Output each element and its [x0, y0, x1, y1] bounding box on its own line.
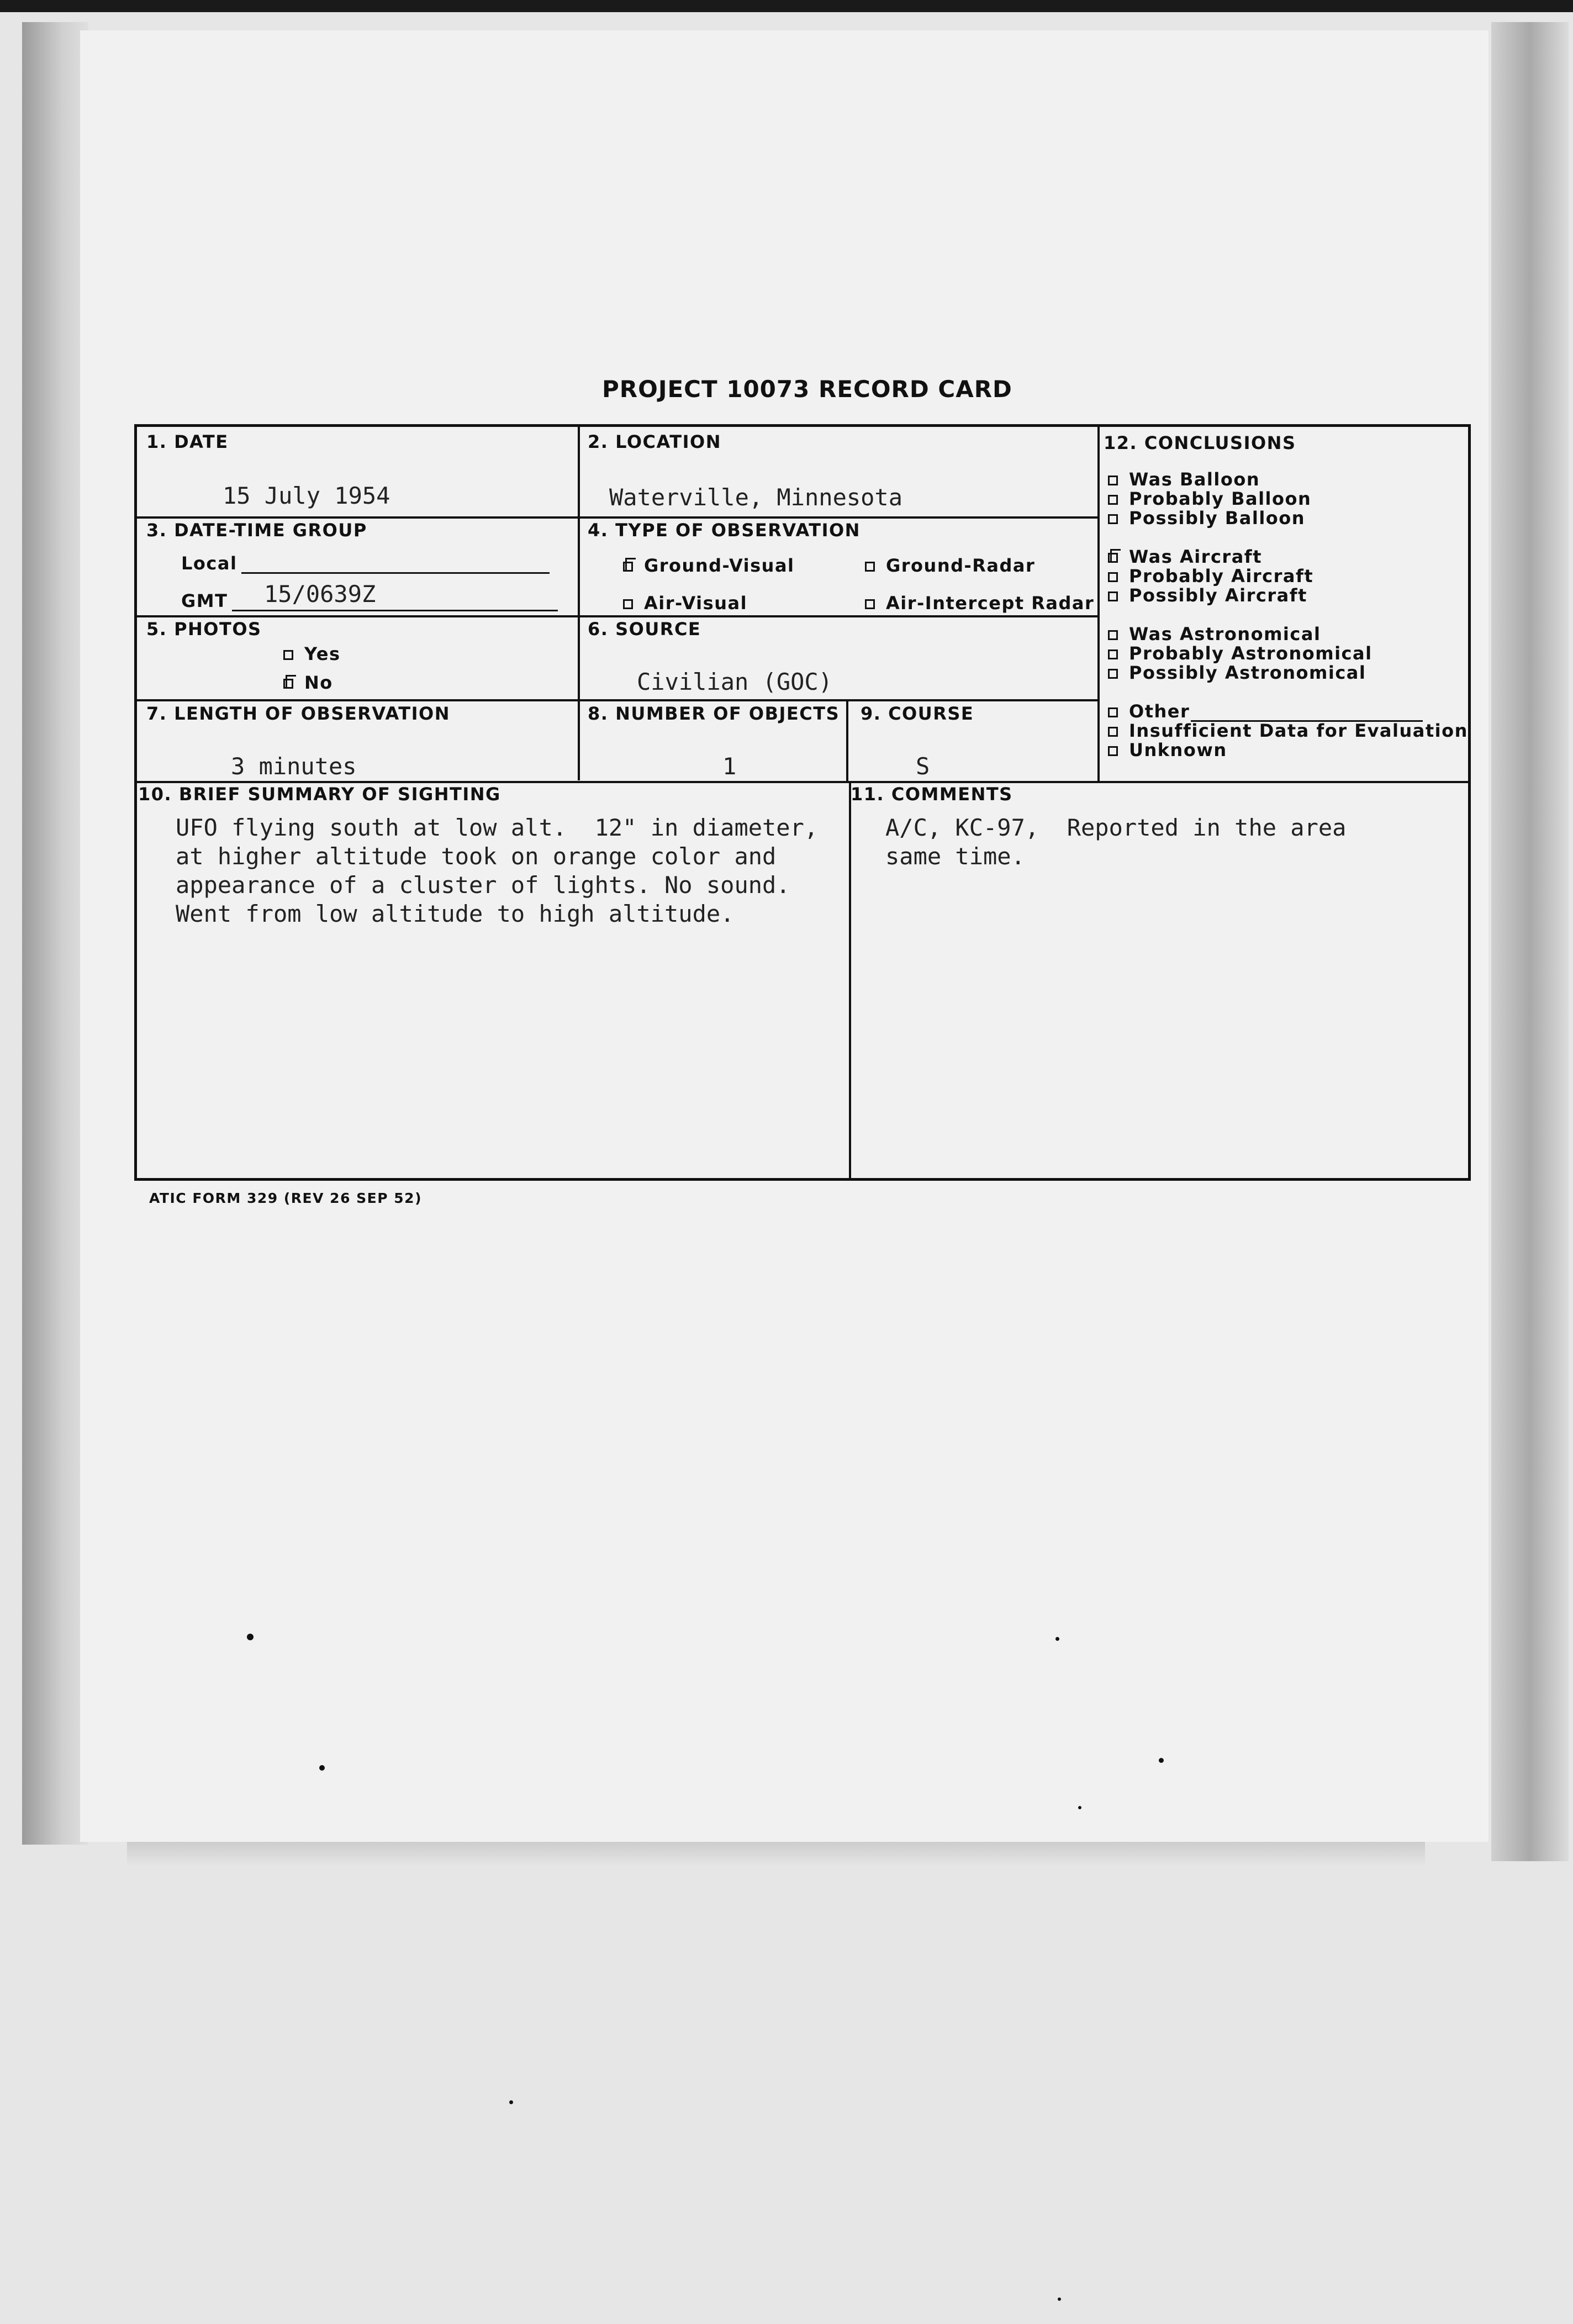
course-value: S	[916, 753, 930, 780]
divider-row-4	[137, 781, 1468, 783]
probably-balloon-checkbox	[1108, 495, 1118, 505]
summary-label: 10. BRIEF SUMMARY OF SIGHTING	[138, 784, 501, 805]
ground-visual-checkbox	[623, 562, 633, 572]
photos-no-checkbox	[283, 679, 293, 689]
scan-speck	[1058, 2297, 1061, 2301]
length-of-observation-value: 3 minutes	[231, 753, 357, 780]
was-balloon-checkbox	[1108, 476, 1118, 485]
location-label: 2. LOCATION	[588, 431, 721, 452]
scan-speck	[509, 2100, 513, 2104]
length-of-observation-label: 7. LENGTH OF OBSERVATION	[146, 703, 450, 724]
observation-option-ground-radar: Ground-Radar	[865, 555, 1035, 576]
divider-col-3	[846, 701, 848, 781]
conclusion-possibly-astronomical: Possibly Astronomical	[1108, 662, 1366, 683]
conclusion-was-aircraft: Was Aircraft	[1108, 546, 1262, 567]
observation-option-air-intercept-radar: Air-Intercept Radar	[865, 593, 1094, 614]
summary-line: UFO flying south at low alt. 12" in diameter,	[176, 814, 819, 841]
observation-option-ground-visual: Ground-Visual	[623, 555, 795, 576]
photos-yes-checkbox	[283, 650, 293, 660]
gmt-label: GMT	[181, 590, 228, 611]
scan-speck	[319, 1765, 325, 1771]
divider-col-1	[578, 427, 580, 780]
conclusion-probably-balloon: Probably Balloon	[1108, 488, 1311, 509]
scan-speck	[1078, 1806, 1081, 1809]
summary-line: Went from low altitude to high altitude.	[176, 900, 735, 927]
possibly-astronomical-checkbox	[1108, 669, 1118, 679]
number-of-objects-value: 1	[722, 753, 737, 780]
local-time-label: Local	[181, 553, 237, 574]
divider-row-1	[137, 516, 1097, 519]
type-of-observation-label: 4. TYPE OF OBSERVATION	[588, 520, 861, 541]
other-checkbox	[1108, 707, 1118, 717]
form-identifier: ATIC FORM 329 (REV 26 SEP 52)	[149, 1190, 422, 1206]
conclusion-probably-astronomical: Probably Astronomical	[1108, 643, 1373, 664]
photos-option-yes: Yes	[283, 643, 340, 664]
gmt-value: 15/0639Z	[264, 580, 376, 608]
probably-aircraft-checkbox	[1108, 572, 1118, 582]
conclusion-probably-aircraft: Probably Aircraft	[1108, 566, 1313, 587]
divider-row-3	[137, 699, 1097, 701]
card-title: PROJECT 10073 RECORD CARD	[602, 376, 1012, 403]
divider-row-2	[137, 615, 1097, 617]
comments-label: 11. COMMENTS	[851, 784, 1013, 805]
other-blank	[1191, 706, 1423, 722]
ground-radar-checkbox	[865, 562, 875, 572]
local-time-blank	[241, 556, 550, 574]
conclusion-possibly-balloon: Possibly Balloon	[1108, 508, 1305, 529]
air-intercept-radar-checkbox	[865, 599, 875, 609]
conclusion-unknown: Unknown	[1108, 740, 1227, 760]
comments-text	[885, 814, 1346, 871]
comments-line: same time.	[885, 843, 1025, 870]
conclusion-possibly-aircraft: Possibly Aircraft	[1108, 585, 1307, 606]
divider-col-4	[849, 781, 851, 1178]
photos-option-no: No	[283, 672, 333, 693]
possibly-aircraft-checkbox	[1108, 591, 1118, 601]
summary-text	[176, 814, 818, 928]
source-value: Civilian (GOC)	[637, 668, 833, 695]
was-astronomical-checkbox	[1108, 630, 1118, 640]
was-aircraft-checkbox	[1108, 553, 1118, 563]
scan-shadow-right	[1491, 22, 1569, 1861]
scan-speck	[1055, 1637, 1059, 1641]
number-of-objects-label: 8. NUMBER OF OBJECTS	[588, 703, 840, 724]
conclusion-other: Other	[1108, 701, 1423, 722]
date-value: 15 July 1954	[223, 482, 390, 509]
date-time-group-label: 3. DATE-TIME GROUP	[146, 520, 367, 541]
course-label: 9. COURSE	[861, 703, 974, 724]
photos-label: 5. PHOTOS	[146, 619, 262, 640]
scan-edge-top	[0, 0, 1573, 12]
unknown-checkbox	[1108, 746, 1118, 756]
insufficient-data-checkbox	[1108, 727, 1118, 737]
divider-col-2	[1097, 427, 1100, 781]
scan-speck	[1159, 1758, 1164, 1763]
scan-speck	[247, 1634, 254, 1640]
conclusion-insufficient-data: Insufficient Data for Evaluation	[1108, 720, 1468, 741]
date-label: 1. DATE	[146, 431, 229, 452]
summary-line: appearance of a cluster of lights. No sound.	[176, 872, 790, 899]
conclusion-was-balloon: Was Balloon	[1108, 469, 1260, 490]
local-time-row	[181, 553, 550, 574]
source-label: 6. SOURCE	[588, 619, 701, 640]
location-value: Waterville, Minnesota	[609, 484, 903, 511]
conclusion-was-astronomical: Was Astronomical	[1108, 624, 1321, 645]
observation-option-air-visual: Air-Visual	[623, 593, 747, 614]
possibly-balloon-checkbox	[1108, 514, 1118, 524]
air-visual-checkbox	[623, 599, 633, 609]
record-card-form	[134, 424, 1471, 1181]
conclusions-label: 12. CONCLUSIONS	[1104, 432, 1296, 453]
probably-astronomical-checkbox	[1108, 649, 1118, 659]
scan-shadow-left	[22, 22, 88, 1845]
summary-line: at higher altitude took on orange color and	[176, 843, 777, 870]
comments-line: A/C, KC-97, Reported in the area	[885, 814, 1347, 841]
